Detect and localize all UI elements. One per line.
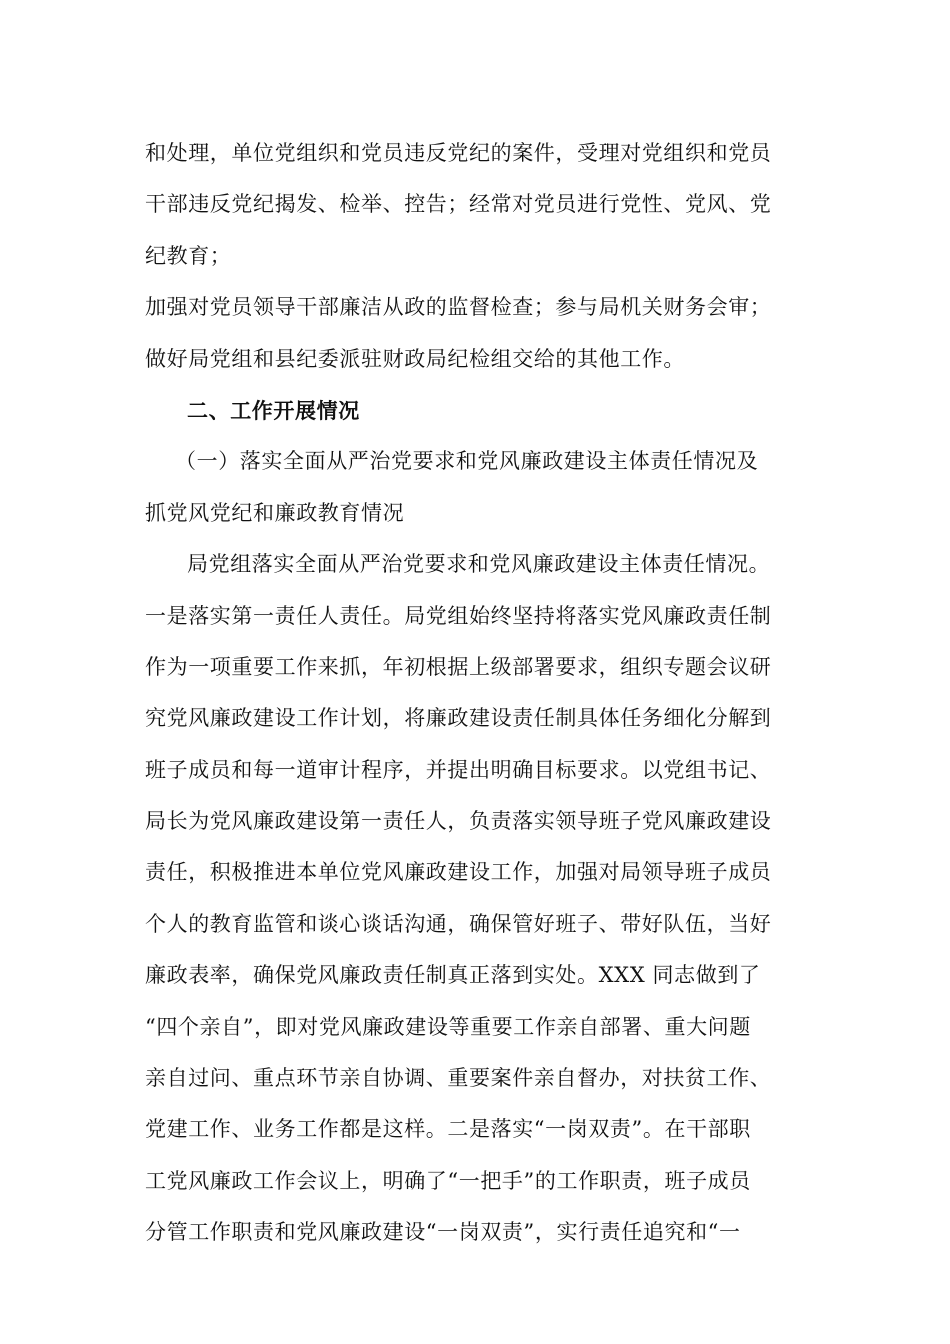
- text-line: 工党风廉政工作会议上，明确了“一把手”的工作职责，班子成员: [145, 1168, 751, 1193]
- text-line: 究党风廉政建设工作计划，将廉政建设责任制具体任务细化分解到: [145, 706, 772, 731]
- text-line: 局长为党风廉政建设第一责任人，负责落实领导班子党风廉政建设: [145, 809, 772, 834]
- text-line: 做好局党组和县纪委派驻财政局纪检组交给的其他工作。: [145, 346, 685, 371]
- text-line: 党建工作、业务工作都是这样。二是落实“一岗双责”。在干部职: [145, 1117, 751, 1142]
- subsection-heading: （一）落实全面从严治党要求和党风廉政建设主体责任情况及: [175, 449, 759, 474]
- text-line: 一是落实第一责任人责任。局党组始终坚持将落实党风廉政责任制: [145, 603, 772, 628]
- text-line: 和处理，单位党组织和党员违反党纪的案件，受理对党组织和党员: [145, 141, 772, 165]
- text-line: “四个亲自”，即对党风廉政建设等重要工作亲自部署、重大问题: [145, 1014, 751, 1039]
- section-heading: 二、工作开展情况: [187, 397, 360, 423]
- text-line: 纪教育；: [145, 243, 232, 268]
- text-line: 抓党风党纪和廉政教育情况: [145, 500, 405, 525]
- text-line: 责任，积极推进本单位党风廉政建设工作，加强对局领导班子成员: [145, 860, 772, 885]
- text-line: 作为一项重要工作来抓，年初根据上级部署要求，组织专题会议研: [145, 654, 772, 679]
- text-line: 分管工作职责和党风廉政建设“一岗双责”，实行责任追究和“一: [145, 1220, 741, 1245]
- text-line: 亲自过问、重点环节亲自协调、重要案件亲自督办，对扶贫工作、: [145, 1066, 772, 1091]
- text-line: 廉政表率，确保党风廉政责任制真正落到实处。XXX 同志做到了: [145, 963, 761, 988]
- text-line: 班子成员和每一道审计程序，并提出明确目标要求。以党组书记、: [145, 757, 772, 782]
- document-body: [145, 128, 810, 1259]
- text-line: 个人的教育监管和谈心谈话沟通，确保管好班子、带好队伍，当好: [145, 911, 772, 936]
- text-line: 干部违反党纪揭发、检举、控告；经常对党员进行党性、党风、党: [145, 192, 772, 217]
- text-line: 加强对党员领导干部廉洁从政的监督检查；参与局机关财务会审；: [145, 295, 772, 320]
- paragraph-start: 局党组落实全面从严治党要求和党风廉政建设主体责任情况。: [187, 552, 771, 577]
